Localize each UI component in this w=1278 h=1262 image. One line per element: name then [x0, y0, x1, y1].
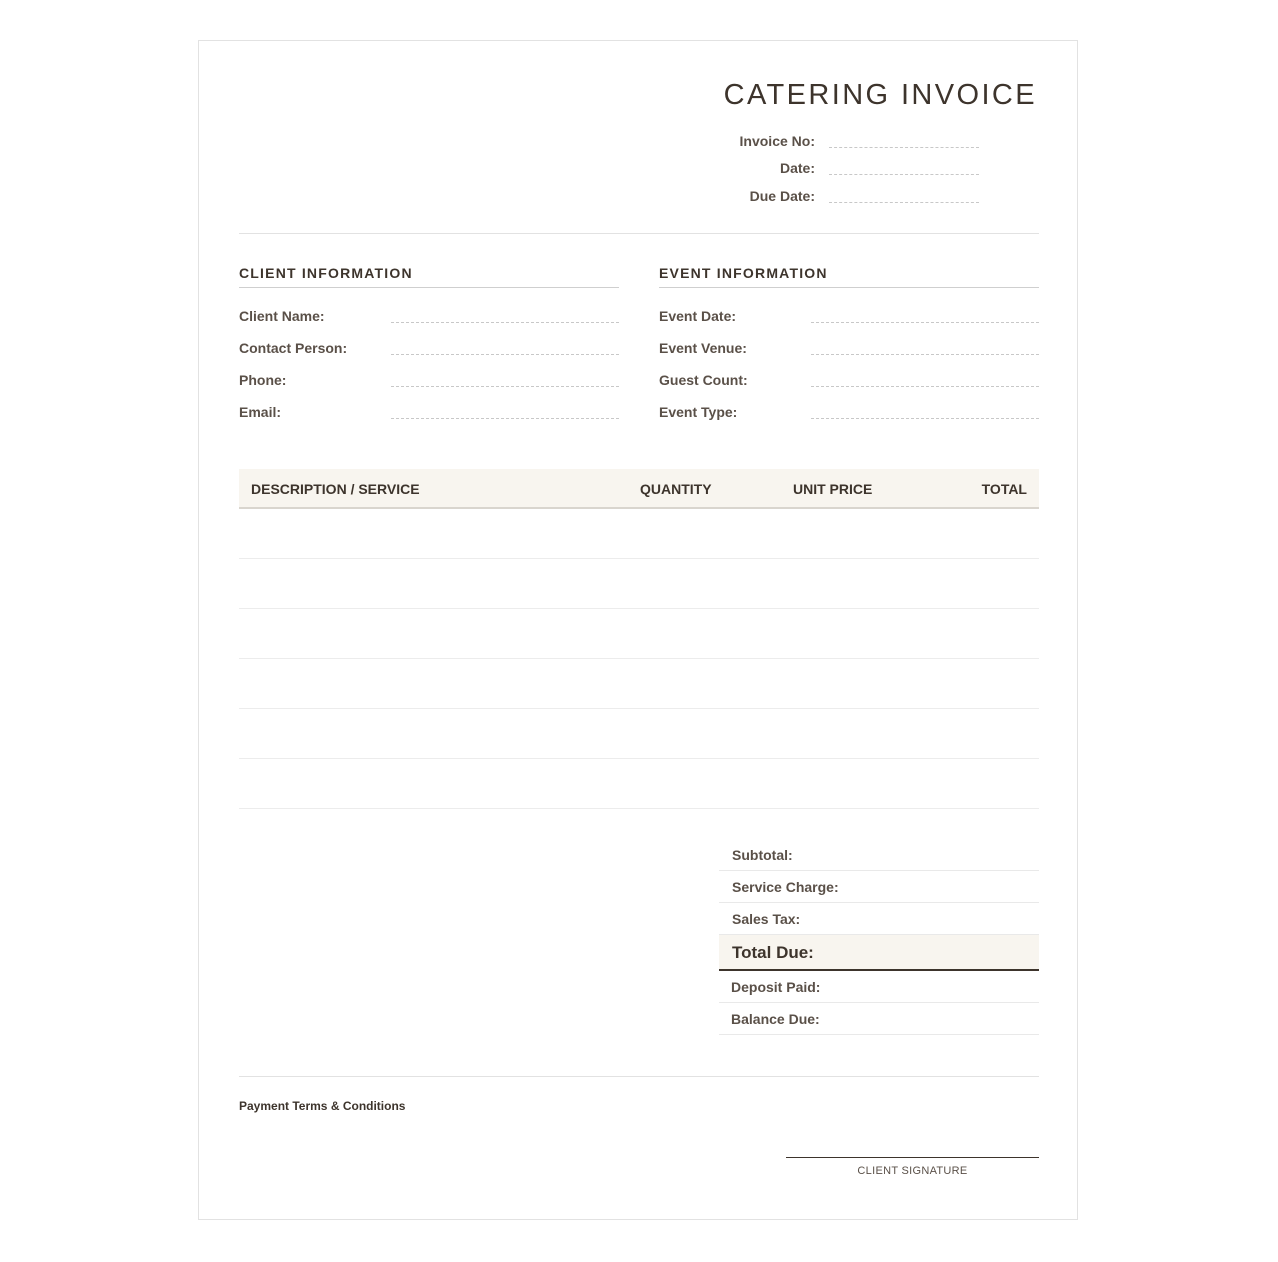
subtotal-row[interactable]: [719, 839, 1039, 871]
event-information-title: EVENT INFORMATION: [659, 265, 1039, 288]
subtotal-label: Subtotal:: [732, 847, 793, 863]
table-row[interactable]: [239, 559, 1039, 609]
table-row[interactable]: [239, 609, 1039, 659]
event-date-row: [659, 288, 1039, 324]
date-row: [719, 160, 979, 180]
date-label: Date:: [779, 160, 815, 176]
signature-label: CLIENT SIGNATURE: [857, 1165, 968, 1177]
service-charge-row[interactable]: [719, 871, 1039, 903]
due-date-field[interactable]: [829, 202, 979, 203]
balance-due-row[interactable]: [719, 1003, 1039, 1035]
event-information-section: [659, 265, 1039, 420]
table-row[interactable]: [239, 509, 1039, 559]
totals-summary: [719, 839, 1039, 1035]
phone-row: [239, 352, 619, 388]
invoice-number-label: Invoice No:: [739, 133, 815, 149]
contact-person-label: Contact Person:: [239, 340, 348, 356]
event-type-field[interactable]: [811, 418, 1039, 419]
invoice-page: [198, 40, 1078, 1220]
event-type-row: [659, 384, 1039, 420]
unit-price-column-header: UNIT PRICE: [793, 481, 873, 497]
balance-due-label: Balance Due:: [731, 1011, 820, 1027]
client-information-title: CLIENT INFORMATION: [239, 265, 619, 288]
guest-count-row: [659, 352, 1039, 388]
client-information-section: [239, 265, 619, 420]
invoice-number-field[interactable]: [829, 147, 979, 148]
quantity-column-header: QUANTITY: [640, 481, 712, 497]
sales-tax-label: Sales Tax:: [732, 911, 801, 927]
email-row: [239, 384, 619, 420]
table-row[interactable]: [239, 709, 1039, 759]
signature-line[interactable]: [786, 1157, 1039, 1158]
due-date-label: Due Date:: [749, 188, 815, 204]
deposit-paid-label: Deposit Paid:: [731, 979, 821, 995]
contact-person-row: [239, 320, 619, 356]
due-date-row: [719, 188, 979, 208]
client-name-label: Client Name:: [239, 308, 325, 324]
total-column-header: TOTAL: [981, 481, 1027, 497]
date-field[interactable]: [829, 174, 979, 175]
table-row[interactable]: [239, 759, 1039, 809]
total-due-row[interactable]: [719, 935, 1039, 971]
email-field[interactable]: [391, 418, 619, 419]
guest-count-label: Guest Count:: [659, 372, 748, 388]
total-due-label: Total Due:: [732, 943, 814, 962]
client-name-row: [239, 288, 619, 324]
deposit-paid-row[interactable]: [719, 971, 1039, 1003]
payment-terms-heading: Payment Terms & Conditions: [239, 1099, 406, 1113]
email-label: Email:: [239, 404, 282, 420]
header-divider: [239, 233, 1039, 234]
sales-tax-row[interactable]: [719, 903, 1039, 935]
invoice-number-row: [719, 133, 979, 153]
description-column-header: DESCRIPTION / SERVICE: [251, 481, 420, 497]
invoice-title: CATERING INVOICE: [723, 79, 1037, 111]
table-row[interactable]: [239, 659, 1039, 709]
event-type-label: Event Type:: [659, 404, 738, 420]
event-date-label: Event Date:: [659, 308, 737, 324]
items-table-header: [239, 469, 1039, 509]
items-table: [239, 469, 1039, 809]
phone-label: Phone:: [239, 372, 287, 388]
event-venue-label: Event Venue:: [659, 340, 747, 356]
service-charge-label: Service Charge:: [732, 879, 839, 895]
event-venue-row: [659, 320, 1039, 356]
footer-divider: [239, 1076, 1039, 1077]
